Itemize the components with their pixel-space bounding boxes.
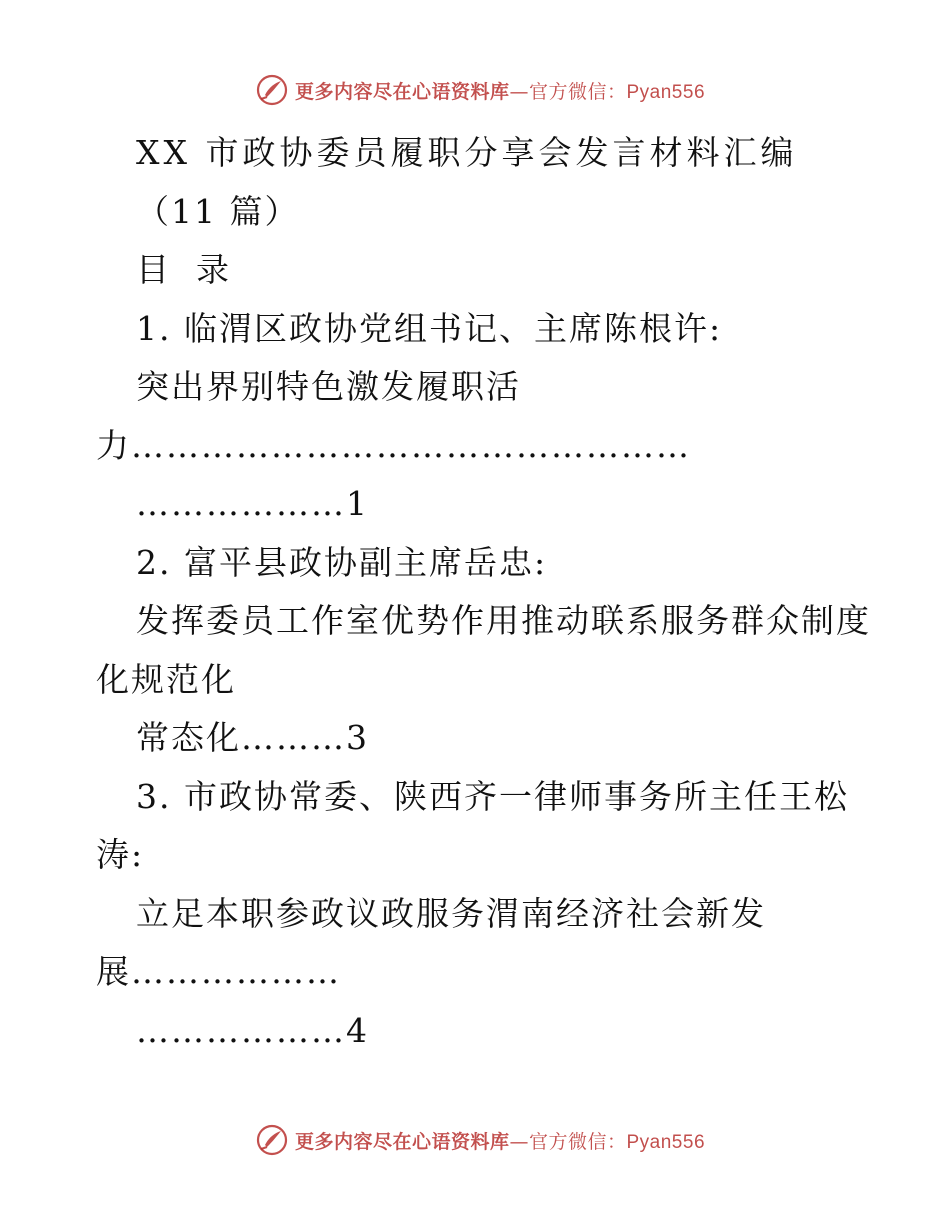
banner-site-name: 更多内容尽在心语资料库: [294, 80, 510, 103]
banner-wechat-account: Pyan556: [626, 1131, 706, 1153]
toc-entry-2-title-cont: 化规范化: [96, 659, 236, 699]
banner-wechat-label: —官方微信：: [509, 80, 627, 103]
toc-entry-3-title: 立足本职参政议政服务渭南经济社会新发: [136, 893, 766, 933]
banner-inner: [255, 1123, 705, 1157]
banner-inner: [255, 73, 705, 107]
toc-entry-1-heading: 1. 临渭区政协党组书记、主席陈根许:: [136, 308, 723, 348]
logo-icon: [255, 1123, 289, 1157]
logo-icon: [255, 73, 289, 107]
toc-entry-3-heading-cont: 涛:: [96, 835, 145, 874]
toc-entry-2-title: 发挥委员工作室优势作用推动联系服务群众制度: [136, 601, 871, 640]
toc-entry-2-heading: 2. 富平县政协副主席岳忠:: [136, 542, 548, 582]
toc-entry-1-page: ………………1: [136, 484, 369, 523]
toc-heading: 目 录: [136, 250, 231, 289]
toc-entry-1-title: 突出界别特色激发履职活: [136, 367, 521, 406]
document-body: [96, 124, 871, 1060]
toc-entry-3-title-cont: 展………………: [96, 952, 341, 991]
toc-entry-2-page: 常态化………3: [136, 718, 369, 757]
toc-entry-1-title-cont: 力…………………………………………: [96, 425, 691, 465]
toc-entry-3-page: ………………4: [136, 1010, 369, 1050]
toc-entry-3-heading: 3. 市政协常委、陕西齐一律师事务所主任王松: [136, 776, 849, 816]
doc-title-line-2: （11 篇）: [136, 191, 300, 231]
banner-text: [295, 1127, 705, 1154]
banner-wechat-label: —官方微信：: [509, 1130, 627, 1153]
top-watermark-banner: [0, 70, 950, 110]
banner-site-name: 更多内容尽在心语资料库: [294, 1130, 510, 1153]
bottom-watermark-banner: [0, 1120, 950, 1160]
banner-wechat-account: Pyan556: [626, 81, 706, 103]
doc-title-line-1: XX 市政协委员履职分享会发言材料汇编: [136, 133, 798, 172]
banner-text: [295, 77, 705, 104]
